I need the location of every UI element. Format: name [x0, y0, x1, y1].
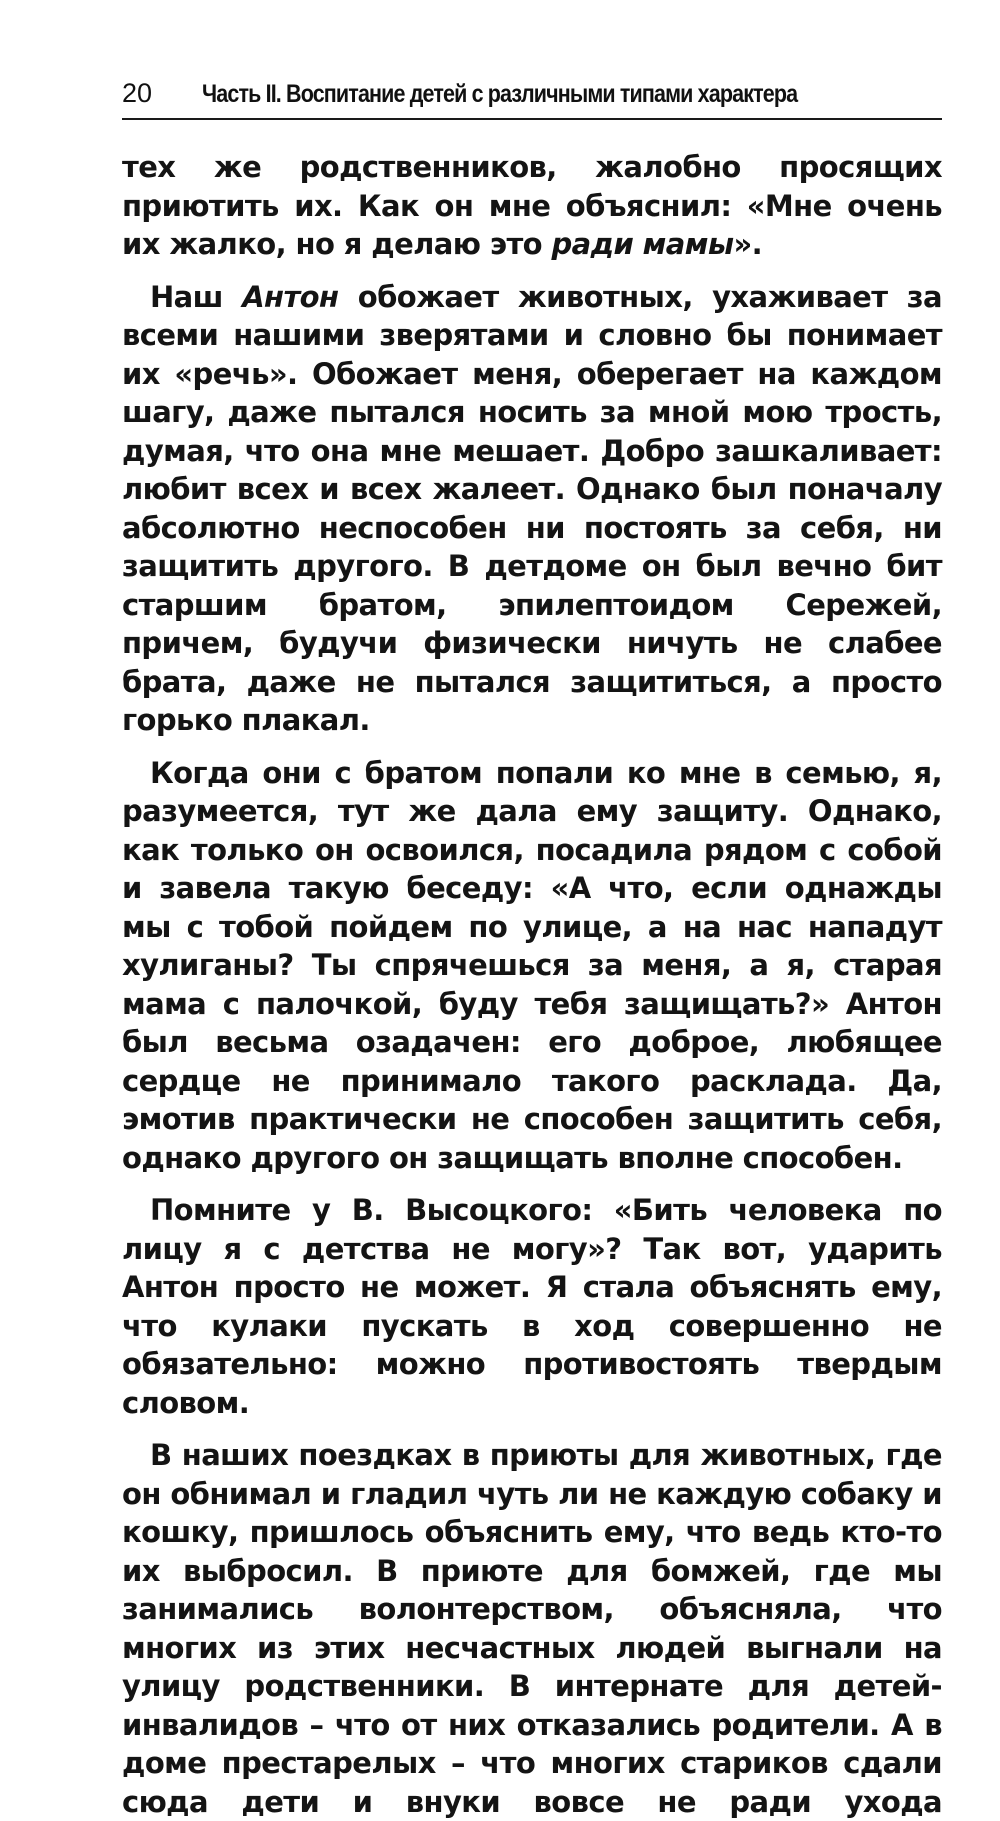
italic-phrase: ради мамы [551, 227, 734, 261]
paragraph-1: тех же родственников, жалобно просящих приютить их. Как он мне объяснил: «Мне очень их жалко, но я делаю это ради мамы». [122, 150, 942, 261]
italic-name: Антон [242, 279, 339, 314]
paragraph-4: Помните у В. Высоцкого: «Бить человека по лицу я с детства не могу»? Так вот, ударить Антон просто не может. Я стала объяснять ему, что кулаки пускать в ход совершенно не обязательно: можно противостоять твердым словом. [122, 1193, 942, 1420]
running-header [122, 76, 942, 116]
paragraph-3: Когда они с братом попали ко мне в семью, я, разумеется, тут же дала ему защиту. Однако, как только он освоился, посадила рядом с собой и завела такую беседу: «А что, если однажды мы с тобой пойдем по улице, а на нас нападут хулиганы? Ты спрячешься за меня, а я, старая мама с палочкой, буду тебя защищать?» Антон был весьма озадачен: его доброе, любящее сердце не принимало такого расклада. Да, эмотив практически не способен защитить себя, однако другого он защищать вполне способен. [122, 755, 942, 1175]
running-title: Часть II. Воспитание детей с различными типами характера [202, 80, 798, 108]
page-number: 20 [122, 78, 153, 108]
body-text [122, 148, 942, 1821]
header-rule [122, 118, 942, 120]
paragraph-5: В наших поездках в приюты для животных, где он обнимал и гладил чуть ли не каждую собаку и кошку, пришлось объяснить ему, что ведь кто-то их выбросил. В приюте для бомжей, где мы занимались волонтерством, объясняла, что многих из этих несчастных людей выгнали на улицу родственники. В интернате для детей-инвалидов – что от них отказались родители. А в доме престарелых – что многих стариков сдали сюда дети и внуки вовсе не ради ухода [122, 1438, 942, 1819]
paragraph-2: Наш Антон обожает животных, ухаживает за всеми нашими зверятами и словно бы понимает их «речь». Обожает меня, оберегает на каждом шагу, даже пытался носить за мной мою трость, думая, что она мне мешает. Добро зашкаливает: любит всех и всех жалеет. Однако был поначалу абсолютно неспособен ни постоять за себя, ни защитить другого. В детдоме он был вечно бит старшим братом, эпилептоидом Сережей, причем, будучи физически ничуть не слабее брата, даже не пытался защититься, а просто горько плакал. [122, 279, 942, 737]
